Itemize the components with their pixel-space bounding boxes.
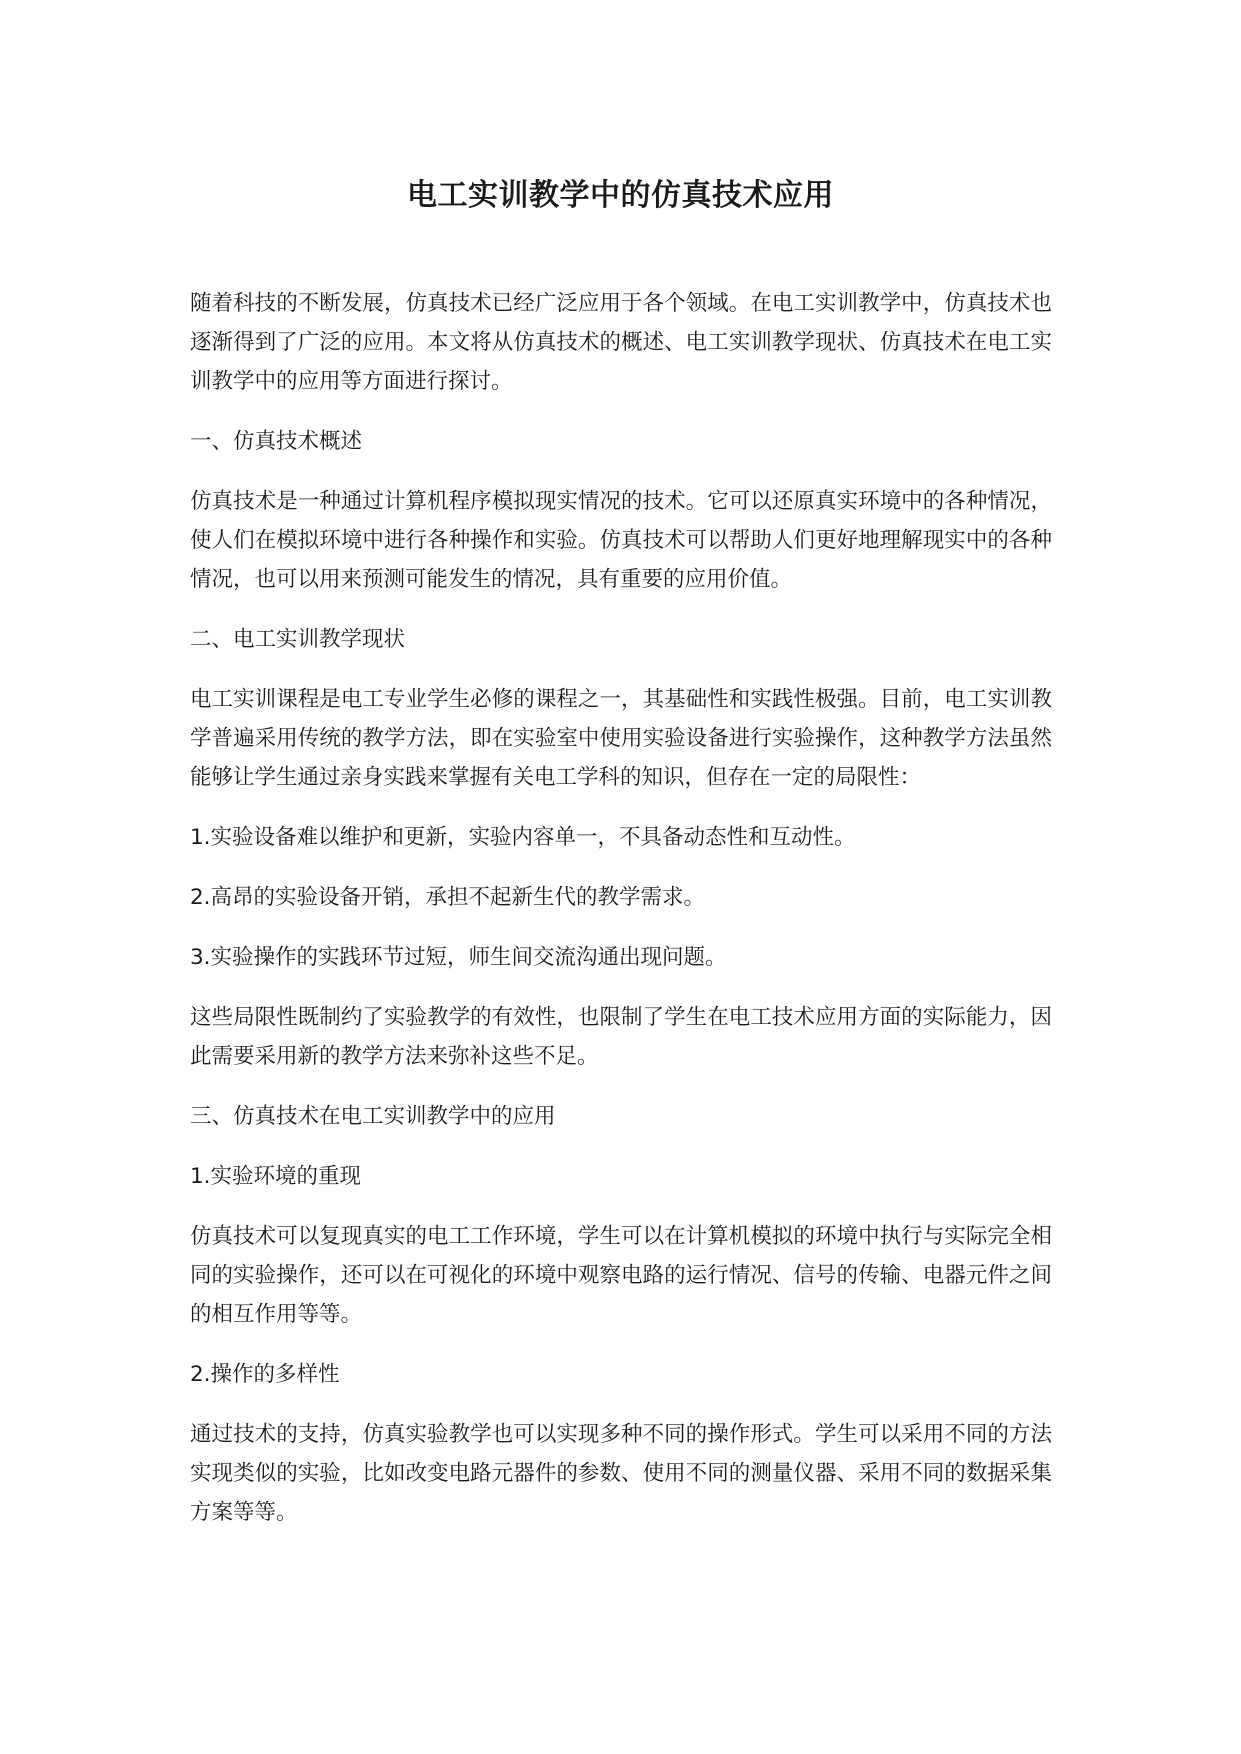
section-heading-3: 三、仿真技术在电工实训教学中的应用 [190,1104,556,1129]
section-heading-1: 一、仿真技术概述 [190,429,363,454]
body-paragraph: 仿真技术是一种通过计算机程序模拟现实情况的技术。它可以还原真实环境中的各种情况，使人们在模拟环境中进行各种操作和实验。仿真技术可以帮助人们更好地理解现实中的各种情况，也可以用来预测可能发生的情况，具有重要的应用价值。 [190,489,1052,592]
list-item: 1.实验设备难以维护和更新，实验内容单一，不具备动态性和互动性。 [190,825,856,850]
document-title: 电工实训教学中的仿真技术应用 [407,178,834,213]
list-item: 2.高昂的实验设备开销，承担不起新生代的教学需求。 [190,885,706,910]
document-body [190,284,1052,1553]
body-paragraph: 仿真技术可以复现真实的电工工作环境，学生可以在计算机模拟的环境中执行与实际完全相同的实验操作，还可以在可视化的环境中观察电路的运行情况、信号的传输、电器元件之间的相互作用等等。 [190,1224,1052,1327]
subheading: 1.实验环境的重现 [190,1164,362,1189]
intro-paragraph: 随着科技的不断发展，仿真技术已经广泛应用于各个领域。在电工实训教学中，仿真技术也逐渐得到了广泛的应用。本文将从仿真技术的概述、电工实训教学现状、仿真技术在电工实训教学中的应用等方面进行探讨。 [190,291,1052,394]
body-paragraph: 通过技术的支持，仿真实验教学也可以实现多种不同的操作形式。学生可以采用不同的方法实现类似的实验，比如改变电路元器件的参数、使用不同的测量仪器、采用不同的数据采集方案等等。 [190,1422,1052,1525]
body-paragraph: 电工实训课程是电工专业学生必修的课程之一，其基础性和实践性极强。目前，电工实训教学普遍采用传统的教学方法，即在实验室中使用实验设备进行实验操作，这种教学方法虽然能够让学生通过亲身实践来掌握有关电工学科的知识，但存在一定的局限性： [190,687,1052,790]
section-heading-2: 二、电工实训教学现状 [190,627,406,652]
body-paragraph: 这些局限性既制约了实验教学的有效性，也限制了学生在电工技术应用方面的实际能力，因此需要采用新的教学方法来弥补这些不足。 [190,1005,1052,1069]
list-item: 3.实验操作的实践环节过短，师生间交流沟通出现问题。 [190,945,727,970]
subheading: 2.操作的多样性 [190,1362,340,1387]
